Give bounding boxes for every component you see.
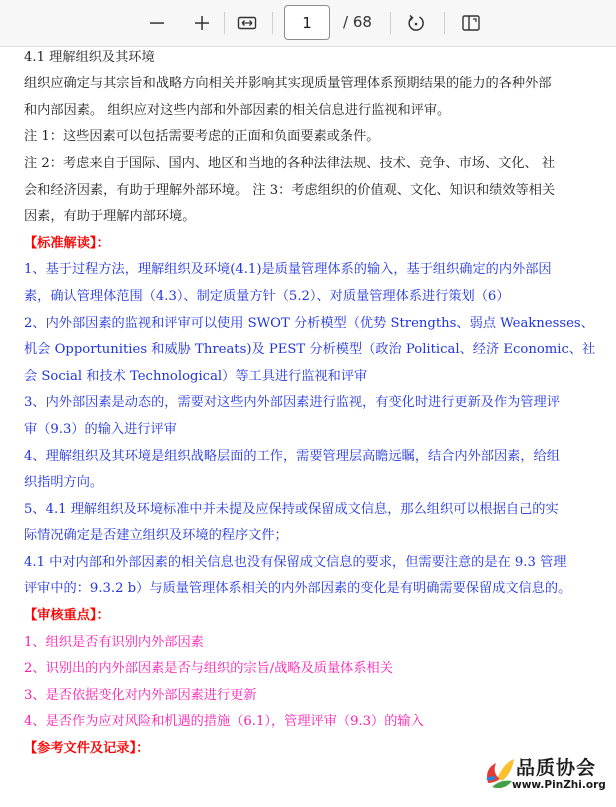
interpretation-line: 评审中的：9.3.2 b）与质量管理体系相关的内外部因素的变化是有明确需要保留成文信息的。	[24, 581, 572, 597]
toolbar-divider	[390, 12, 391, 34]
standard-text-line: 和内部因素。 组织应对这些内部和外部因素的相关信息进行监视和评审。	[24, 102, 451, 118]
standard-text-line: 会和经济因素，有助于理解外部环境。 注 3：考虑组织的价值观、文化、知识和绩效等相关	[24, 182, 556, 198]
watermark-url: www.PinZhi.org	[512, 779, 606, 791]
interpretation-line: 3、内外部因素是动态的，需要对这些内外部因素进行监视，有变化时进行更新及作为管理评	[24, 395, 560, 411]
interpretation-line: 际情况确定是否建立组织及环境的程序文件；	[24, 528, 288, 544]
audit-point: 2、识别出的内外部因素是否与组织的宗旨/战略及质量体系相关	[24, 661, 393, 677]
standard-text-line: 因素，有助于理解内部环境。	[24, 209, 196, 225]
interpretation-heading: 【标准解读】：	[24, 235, 110, 251]
audit-heading: 【审核重点】：	[24, 608, 110, 624]
toolbar-divider	[224, 12, 225, 34]
toolbar-divider	[272, 12, 273, 34]
audit-point: 3、是否依据变化对内外部因素进行更新	[24, 687, 257, 703]
fit-width-icon	[237, 15, 257, 31]
standard-text-line: 注 2：考虑来自于国际、国内、地区和当地的各种法律法规、技术、竞争、市场、文化、 社	[24, 155, 556, 171]
interpretation-line: 织指明方向。	[24, 475, 104, 491]
interpretation-line: 4.1 中对内部和外部因素的相关信息也没有保留成文信息的要求，但需要注意的是在 9.3 管理	[24, 554, 567, 570]
interpretation-line: 4、理解组织及其环境是组织战略层面的工作，需要管理层高瞻远瞩，结合内外部因素，给组	[24, 448, 560, 464]
fit-width-button[interactable]	[233, 9, 261, 37]
watermark	[482, 749, 610, 803]
page-total-label: / 68	[343, 13, 372, 31]
toolbar-divider	[444, 12, 445, 34]
zoom-in-button[interactable]	[188, 9, 216, 37]
interpretation-line: 会 Social 和技术 Technological）等工具进行监视和评审	[24, 368, 368, 384]
page-view-icon	[461, 14, 481, 32]
page-view-button[interactable]	[457, 9, 485, 37]
audit-point: 4、是否作为应对风险和机遇的措施（6.1），管理评审（9.3）的输入	[24, 714, 424, 730]
page-number-input[interactable]: 1	[284, 5, 330, 40]
interpretation-line: 2、内外部因素的监视和评审可以使用 SWOT 分析模型（优势 Strengths、弱点 Weaknesses、	[24, 315, 594, 331]
watermark-title: 品质协会	[516, 757, 597, 779]
document-page	[24, 30, 604, 763]
standard-text-line: 注 1：这些因素可以包括需要考虑的正面和负面要素或条件。	[24, 129, 380, 145]
interpretation-line: 审（9.3）的输入进行评审	[24, 421, 177, 437]
rotate-button[interactable]	[402, 9, 430, 37]
pinzhi-logo-icon	[482, 753, 516, 793]
clause-title: 4.1 理解组织及其环境	[24, 49, 155, 65]
zoom-out-icon	[149, 15, 165, 31]
audit-point: 1、组织是否有识别内外部因素	[24, 634, 204, 650]
interpretation-line: 机会 Opportunities 和威胁 Threats)及 PEST 分析模型（政治 Political、经济 Economic、社	[24, 342, 596, 358]
standard-text-line: 组织应确定与其宗旨和战略方向相关并影响其实现质量管理体系预期结果的能力的各种外部	[24, 76, 552, 92]
pdf-toolbar	[0, 0, 616, 47]
interpretation-line: 1、基于过程方法，理解组织及环境(4.1)是质量管理体系的输入，基于组织确定的内外部因	[24, 262, 552, 278]
zoom-in-icon	[194, 15, 210, 31]
zoom-out-button[interactable]	[143, 9, 171, 37]
references-heading: 【参考文件及记录】：	[24, 741, 150, 757]
interpretation-line: 5、4.1 理解组织及环境标准中并未提及应保持或保留成文信息，那么组织可以根据自己的实	[24, 501, 559, 517]
rotate-icon	[406, 13, 426, 33]
interpretation-line: 素，确认管理体范围（4.3）、制定质量方针（5.2）、对质量管理体系进行策划（6）	[24, 288, 510, 304]
